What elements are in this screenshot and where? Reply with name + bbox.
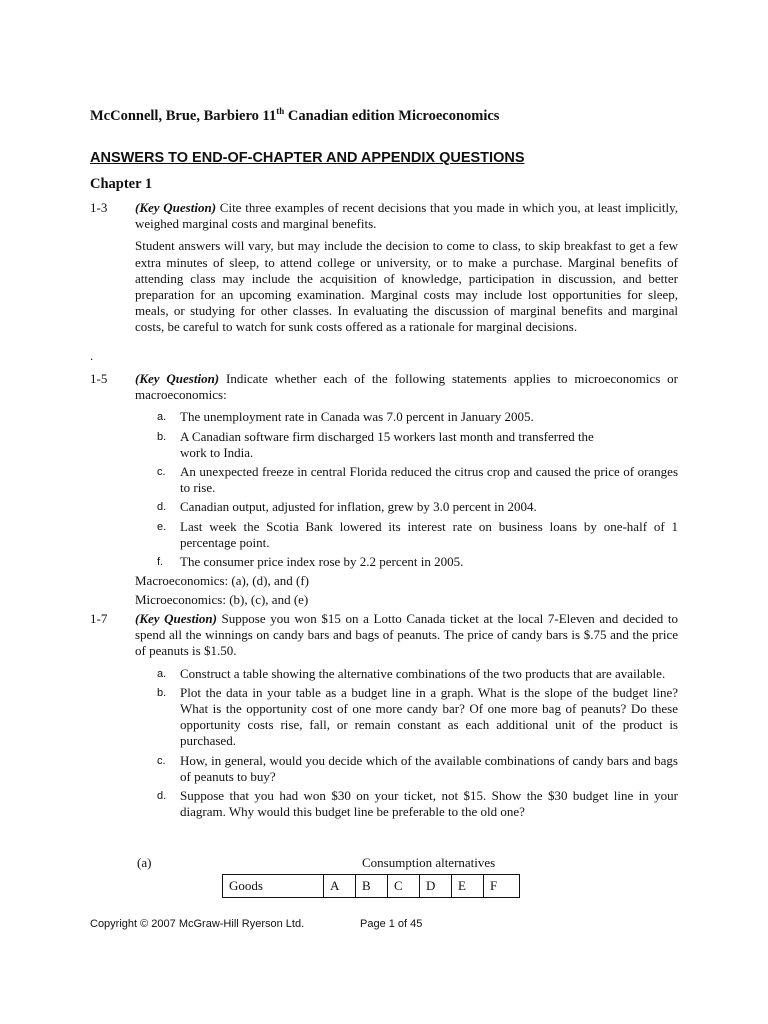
question-prompt bbox=[135, 200, 678, 232]
book-title-text: McConnell, Brue, Barbiero 11 bbox=[90, 107, 277, 124]
list-item bbox=[135, 788, 678, 820]
question-text: Cite three examples of recent decisions that you made in which you, at least implicitly, weighed marginal costs and marginal benefits. bbox=[135, 200, 678, 232]
item-text: The unemployment rate in Canada was 7.0 percent in January 2005. bbox=[180, 409, 534, 425]
item-text: Last week the Scotia Bank lowered its interest rate on business loans by one-half of 1 percentage point. bbox=[180, 518, 678, 550]
section-heading: ANSWERS TO END-OF-CHAPTER AND APPENDIX QUESTIONS bbox=[90, 150, 525, 166]
answer-part-label: (a) bbox=[137, 855, 152, 870]
table-row bbox=[223, 875, 520, 898]
item-letter: a. bbox=[157, 667, 167, 680]
macro-answer: Macroeconomics: (a), (d), and (f) bbox=[135, 573, 309, 589]
question-body bbox=[135, 611, 678, 820]
question-prompt bbox=[135, 611, 678, 660]
item-text: Construct a table showing the alternative combinations of the two products that are available. bbox=[180, 665, 666, 681]
table-cell: C bbox=[388, 875, 420, 898]
question-number: 1-7 bbox=[90, 611, 108, 626]
question-1-5 bbox=[90, 371, 678, 609]
question-body bbox=[135, 200, 678, 336]
item-letter: c. bbox=[157, 466, 166, 479]
question-text: Suppose you won $15 on a Lotto Canada ticket at the local 7-Eleven and decided to spend all the winnings on candy bars and bags of peanuts. The price of candy bars is $.75 and the price of peanuts is $1.50. bbox=[135, 611, 678, 659]
stray-period: . bbox=[90, 348, 94, 363]
list-item bbox=[135, 499, 678, 515]
item-text: Canadian output, adjusted for inflation, grew by 3.0 percent in 2004. bbox=[180, 499, 537, 515]
micro-answer: Microeconomics: (b), (c), and (e) bbox=[135, 592, 309, 608]
footer-copyright: Copyright © 2007 McGraw-Hill Ryerson Ltd. bbox=[90, 918, 305, 930]
question-text: Indicate whether each of the following statements applies to microeconomics or macroeconomics: bbox=[135, 371, 678, 403]
table-cell: Goods bbox=[223, 875, 324, 898]
item-text: How, in general, would you decide which of the available combinations of candy bars and bags of peanuts to buy? bbox=[180, 752, 678, 784]
question-number: 1-5 bbox=[90, 371, 108, 386]
list-item bbox=[135, 409, 678, 425]
table-cell: B bbox=[356, 875, 388, 898]
footer-page-number: Page 1 of 45 bbox=[360, 918, 423, 930]
list-item bbox=[135, 464, 678, 496]
question-body bbox=[135, 371, 678, 609]
list-item bbox=[135, 519, 678, 551]
item-letter: f. bbox=[157, 556, 164, 569]
list-item bbox=[135, 554, 678, 570]
table-cell: E bbox=[452, 875, 484, 898]
table-cell: D bbox=[420, 875, 452, 898]
key-question-tag: (Key Question) bbox=[135, 200, 217, 215]
item-letter: e. bbox=[157, 520, 167, 533]
book-title-text-rest: Canadian edition Microeconomics bbox=[284, 107, 500, 124]
key-question-tag: (Key Question) bbox=[135, 371, 220, 386]
chapter-heading: Chapter 1 bbox=[90, 176, 153, 192]
book-title-superscript: th bbox=[276, 106, 285, 116]
item-letter: a. bbox=[157, 411, 167, 424]
question-1-3 bbox=[90, 200, 678, 336]
item-letter: b. bbox=[157, 430, 167, 443]
question-number: 1-3 bbox=[90, 200, 108, 215]
item-text-line-1: A Canadian software firm discharged 15 workers last month and transferred the bbox=[180, 428, 594, 444]
table-caption: Consumption alternatives bbox=[362, 855, 496, 870]
item-letter: c. bbox=[157, 754, 166, 767]
list-item bbox=[135, 753, 678, 785]
consumption-table bbox=[222, 874, 520, 898]
item-letter: d. bbox=[157, 501, 167, 514]
answer-paragraph: Student answers will vary, but may include the decision to come to class, to skip breakfast to get a few extra minutes of sleep, to attend college or university, or to make a purchase. Marginal benefits of attending class may include the acquisition of knowledge, participation in discussion, and better preparation for an upcoming examination. Marginal costs may include lost opportunities for sleep, meals, or studying for other classes. In evaluating the discussion of marginal benefits and marginal costs, be careful to watch for sunk costs offered as a rationale for marginal decisions. bbox=[135, 238, 678, 335]
question-1-7 bbox=[90, 611, 678, 823]
subquestion-list bbox=[135, 666, 678, 821]
item-letter: b. bbox=[157, 686, 167, 699]
table-cell: F bbox=[484, 875, 520, 898]
item-text: Suppose that you had won $30 on your ticket, not $15. Show the $30 budget line in your diagram. Why would this budget line be preferable to the old one? bbox=[180, 788, 678, 820]
item-text-line-2: work to India. bbox=[180, 444, 254, 460]
list-item bbox=[135, 666, 678, 682]
list-item bbox=[135, 429, 678, 461]
item-letter: d. bbox=[157, 790, 167, 803]
table-cell: A bbox=[324, 875, 356, 898]
statement-list bbox=[135, 409, 678, 570]
book-title bbox=[90, 106, 499, 125]
item-text: Plot the data in your table as a budget line in a graph. What is the slope of the budget line? What is the opportunity cost of one more candy bar? Of one more bag of peanuts? Do these opportunity costs rise, fall, or remain constant as each additional unit of the product is purchased. bbox=[180, 684, 678, 749]
list-item bbox=[135, 685, 678, 750]
question-prompt bbox=[135, 371, 678, 403]
key-question-tag: (Key Question) bbox=[135, 611, 217, 626]
item-text: The consumer price index rose by 2.2 percent in 2005. bbox=[180, 554, 464, 570]
item-text: An unexpected freeze in central Florida reduced the citrus crop and caused the price of oranges to rise. bbox=[180, 464, 678, 496]
